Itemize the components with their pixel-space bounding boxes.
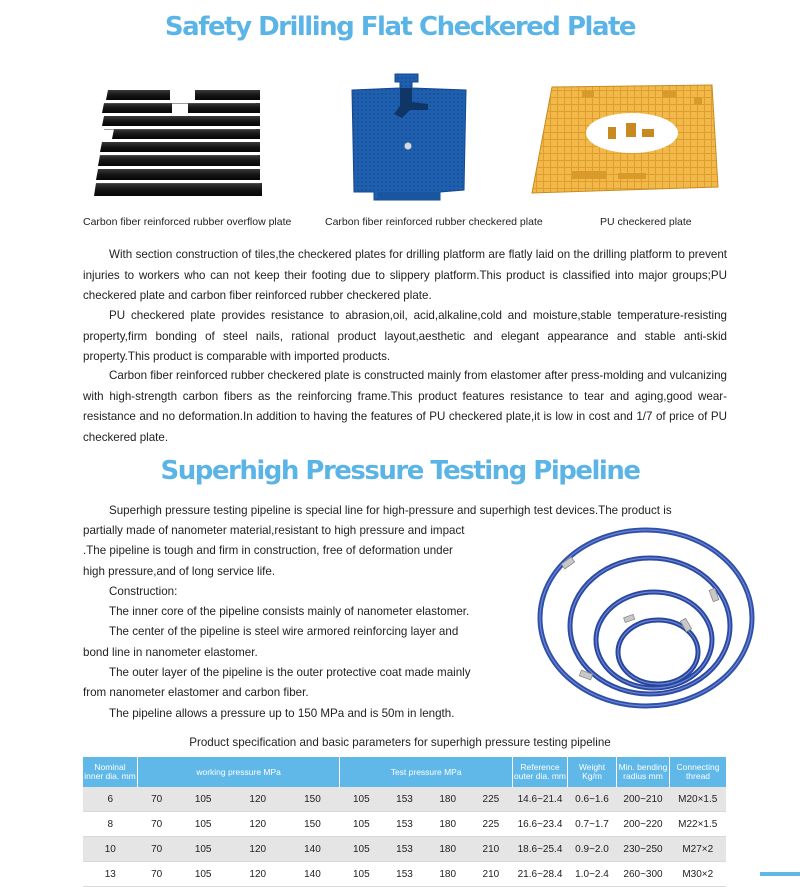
cell: 120 — [230, 837, 285, 862]
cell: 180 — [426, 837, 469, 862]
cell: M30×2 — [670, 862, 727, 887]
cell: 180 — [426, 787, 469, 812]
cell: 225 — [469, 787, 512, 812]
construction-heading: Construction: — [109, 584, 178, 598]
spec-table-title: Product specification and basic parameters for superhigh pressure testing pipeline — [189, 736, 611, 749]
cell: M20×1.5 — [670, 787, 727, 812]
cell: 105 — [176, 812, 231, 837]
cell: 120 — [230, 787, 285, 812]
table-row — [83, 812, 726, 837]
cell: 105 — [176, 787, 231, 812]
overflow-plate-photo — [90, 80, 270, 205]
pipeline-line: The outer layer of the pipeline is the outer protective coat made mainly — [109, 666, 471, 680]
cell: 150 — [285, 787, 340, 812]
spec-table — [83, 757, 726, 887]
cell: 180 — [426, 812, 469, 837]
cell: 210 — [469, 862, 512, 887]
pipeline-line: The pipeline allows a pressure up to 150 MPa and is 50m in length. — [109, 706, 455, 720]
header-bending-radius: Min. bending radius mm — [617, 757, 670, 787]
cell: 200~210 — [617, 787, 670, 812]
cell: 225 — [469, 812, 512, 837]
cell: 153 — [383, 787, 426, 812]
pipeline-line: The inner core of the pipeline consists mainly of nanometer elastomer. — [109, 605, 470, 619]
cell: 140 — [285, 837, 340, 862]
cell: 105 — [340, 787, 383, 812]
paragraph-carbon-fiber: Carbon fiber reinforced rubber checkered plate is constructed mainly from elastomer after press-molding and vulcanizing with high-strength carbon fibers as the reinforcing frame.This product features resistance to tear and aging,good wear-resistance and no deformation.In addition to having the features of PU checkered plate,it is low in cost and 1/7 of price of PU checkered plate. — [83, 369, 727, 444]
cell: 230~250 — [617, 837, 670, 862]
header-nominal: Nominal inner dia. mm — [83, 757, 138, 787]
pipeline-line: The center of the pipeline is steel wire armored reinforcing layer and — [109, 625, 459, 639]
paragraph-pu: PU checkered plate provides resistance to abrasion,oil, acid,alkaline,cold and moisture,stable temperature-resisting property,firm bonding of steel nails, rational product layout,aesthetic and elegant appearance and stable anti-skid property.This product is comparable with imported products. — [83, 309, 727, 363]
yellow-pu-plate-photo — [522, 83, 720, 196]
cell: M27×2 — [670, 837, 727, 862]
cell: 13 — [83, 862, 138, 887]
cell: 105 — [340, 862, 383, 887]
cell: 70 — [138, 837, 176, 862]
cell: 14.6~21.4 — [513, 787, 568, 812]
pipeline-line: bond line in nanometer elastomer. — [83, 645, 258, 659]
spec-table-header — [83, 757, 726, 787]
cell: 21.6~28.4 — [513, 862, 568, 887]
cell: 70 — [138, 862, 176, 887]
table-row — [83, 787, 726, 812]
pipeline-intro-line: Superhigh pressure testing pipeline is special line for high-pressure and superhigh test devices.The product is — [109, 504, 672, 517]
page-corner-bar — [760, 872, 800, 876]
cell: 150 — [285, 812, 340, 837]
cell: 200~220 — [617, 812, 670, 837]
cell: 70 — [138, 812, 176, 837]
cell: 260~300 — [617, 862, 670, 887]
cell: 18.6~25.4 — [513, 837, 568, 862]
header-reference-outer-dia: Reference outer dia. mm — [513, 757, 568, 787]
cell: 153 — [383, 862, 426, 887]
pipeline-description — [83, 521, 523, 724]
cell: 153 — [383, 837, 426, 862]
cell: 0.7~1.7 — [568, 812, 617, 837]
cell: M22×1.5 — [670, 812, 727, 837]
cell: 105 — [176, 862, 231, 887]
cell: 1.0~2.4 — [568, 862, 617, 887]
cell: 105 — [340, 837, 383, 862]
coiled-pipeline-photo — [520, 522, 755, 712]
pipeline-line: from nanometer elastomer and carbon fiber. — [83, 686, 309, 700]
cell: 105 — [340, 812, 383, 837]
cell: 120 — [230, 862, 285, 887]
header-test-pressure: Test pressure MPa — [340, 757, 513, 787]
caption-pu-plate: PU checkered plate — [600, 216, 692, 228]
header-working-pressure: working pressure MPa — [138, 757, 340, 787]
pipeline-line: partially made of nanometer material,resistant to high pressure and impact — [83, 524, 465, 537]
blue-checkered-plate-photo — [348, 68, 470, 202]
cell: 105 — [176, 837, 231, 862]
cell: 10 — [83, 837, 138, 862]
cell: 0.6~1.6 — [568, 787, 617, 812]
cell: 120 — [230, 812, 285, 837]
cell: 0.9~2.0 — [568, 837, 617, 862]
caption-rubber-checkered-plate: Carbon fiber reinforced rubber checkered plate — [325, 216, 543, 228]
cell: 140 — [285, 862, 340, 887]
cell: 70 — [138, 787, 176, 812]
pipeline-line: high pressure,and of long service life. — [83, 564, 276, 578]
table-row — [83, 862, 726, 887]
table-row — [83, 837, 726, 862]
cell: 6 — [83, 787, 138, 812]
header-connecting-thread: Connecting thread — [670, 757, 727, 787]
section-title-checkered-plate: Safety Drilling Flat Checkered Plate — [164, 12, 636, 42]
section-title-pipeline: Superhigh Pressure Testing Pipeline — [160, 456, 640, 486]
paragraph-intro: With section construction of tiles,the checkered plates for drilling platform are flatly laid on the drilling platform to prevent injuries to workers who can not keep their footing due to slippery platform.This product is classified into major groups;PU checkered plate and carbon fiber reinforced rubber checkered plate. — [83, 248, 727, 302]
caption-overflow-plate: Carbon fiber reinforced rubber overflow plate — [83, 216, 292, 228]
cell: 8 — [83, 812, 138, 837]
cell: 210 — [469, 837, 512, 862]
pipeline-line: .The pipeline is tough and firm in construction, free of deformation under — [83, 544, 453, 558]
header-weight: Weight Kg/m — [568, 757, 617, 787]
cell: 16.6~23.4 — [513, 812, 568, 837]
cell: 153 — [383, 812, 426, 837]
cell: 180 — [426, 862, 469, 887]
